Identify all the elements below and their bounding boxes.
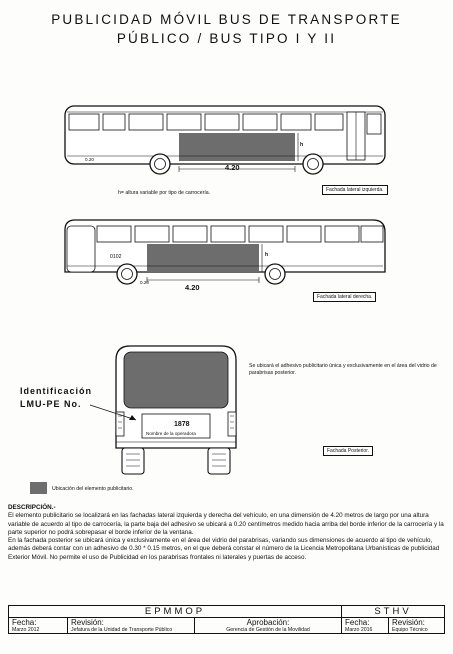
fecha-value-left: Marzo 2012 (12, 627, 40, 633)
description-block (8, 504, 446, 562)
rear-placement-note: Se ubicará el adhesivo publicitario única y exclusivamente en el área del vidrio de parabrisas posterior. (249, 363, 437, 376)
bus-right-side-drawing (55, 208, 400, 296)
description-paragraph-1: El elemento publicitario se localizará en las fachadas lateral izquierda y derecha del vehículo, en una dimensión de 4.20 metros de largo por una altura variable de acuerdo al tipo de carrocería, la parte baja del adhesivo se ubicará a 0.20 centímetros medido hacia arriba del borde inferior de la carrocería y la parte superior no podrá sobrepasar el borde inferior de la ventana. (8, 512, 444, 536)
fecha-label-left: Fecha: (12, 618, 37, 627)
bus-right-length-label: 4.20 (185, 283, 200, 292)
caption-right-facade: Fachada lateral derecha. (313, 292, 376, 302)
revision-value-right: Equipo Técnico (392, 627, 428, 633)
bus-right-height-label: h (265, 252, 269, 258)
page-title-line-1: PUBLICIDAD MÓVIL BUS DE TRANSPORTE (51, 12, 402, 27)
bus-left-height-label: h (300, 142, 304, 148)
revision-value-left: Jefatura de la Unidad de Transporte Público (71, 627, 173, 633)
footer-org-left: EPMMOP (9, 606, 342, 618)
fecha-label-right: Fecha: (345, 618, 370, 627)
identification-arrow (88, 402, 144, 424)
footer-org-right: STHV (342, 606, 445, 618)
footer-table (8, 605, 445, 634)
bus-left-side-drawing (55, 96, 400, 188)
aprobacion-label: Aprobación: (246, 618, 290, 627)
lmu-pe-label: LMU-PE No. (20, 399, 82, 409)
ad-area-right (147, 244, 259, 272)
revision-label-right: Revisión: (392, 618, 425, 627)
ad-area-left (179, 133, 295, 161)
ad-area-rear (124, 352, 228, 408)
bus-right-small-dim: 0.20 (140, 280, 149, 285)
caption-left-facade: Fachada lateral izquierda. (322, 185, 388, 195)
legend-swatch (30, 482, 47, 494)
legend-label: Ubicación del elemento publicitario. (52, 486, 134, 492)
identification-label: Identificación (20, 386, 93, 396)
revision-label-left: Revisión: (71, 618, 104, 627)
fecha-value-right: Marzo 2016 (345, 627, 373, 633)
plate-operator-text: Nombre de la operadora (146, 431, 196, 436)
plate-number: 1878 (174, 421, 190, 428)
caption-rear-facade: Fachada Posterior. (323, 446, 373, 456)
height-note: h= altura variable por tipo de carrocería. (118, 190, 211, 196)
description-heading: DESCRIPCIÓN.- (8, 504, 56, 511)
page-title-line-2: PÚBLICO / BUS TIPO I Y II (116, 31, 337, 46)
bus-right-number: 0102 (110, 254, 122, 260)
description-paragraph-2: En la fachada posterior se ubicará única y exclusivamente en el área del vidrio del parabrisas, variando sus dimensiones de acuerdo al tipo de vehículo, además deberá contar con un adhesivo de 0.30 * 0.15 metros, en el que deberá constar el número de la Licencia Metropolitana Urbanísticas de publicidad Exterior Móvil. No permite el uso de Publicidad en los parabrisas frontales ni laterales y puertas de acceso. (8, 537, 440, 561)
aprobacion-value: Gerencia de Gestión de la Movilidad (226, 627, 310, 633)
bus-left-length-label: 4.20 (225, 163, 240, 172)
bus-left-small-dim: 0.20 (85, 157, 94, 162)
